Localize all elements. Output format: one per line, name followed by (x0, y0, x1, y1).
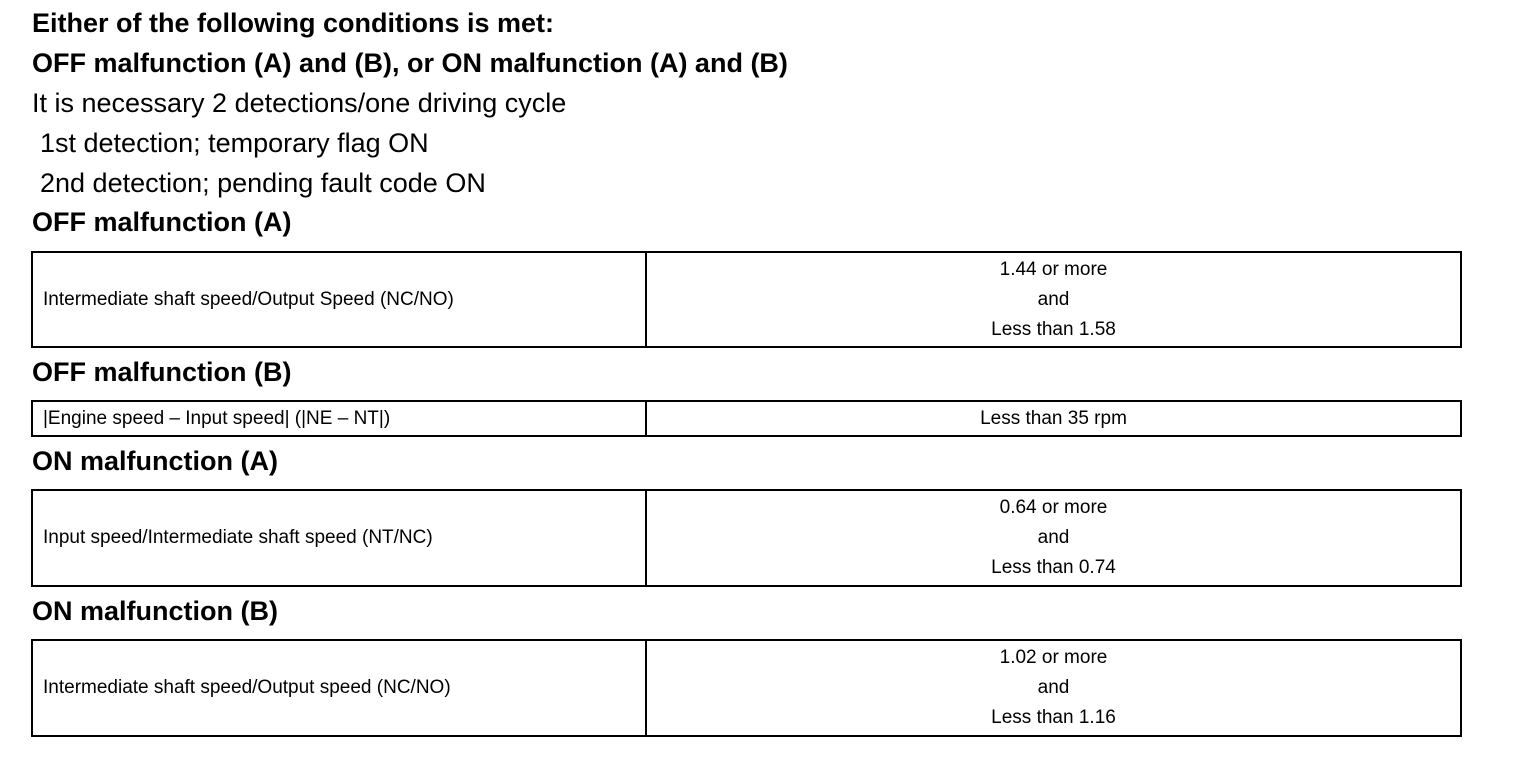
value-cell (646, 252, 1461, 347)
parameter-cell: Intermediate shaft speed/Output Speed (NC/NO) (32, 252, 646, 347)
value-line: and (1037, 527, 1070, 548)
parameter-cell: Input speed/Intermediate shaft speed (NT/NC) (32, 490, 646, 586)
value-cell (646, 640, 1461, 736)
value-line: 1.02 or more (999, 647, 1108, 668)
value-cell (646, 490, 1461, 586)
condition-table-off-a (31, 251, 1462, 348)
first-detection-note: 1st detection; temporary flag ON (40, 128, 429, 158)
second-detection-note: 2nd detection; pending fault code ON (40, 168, 486, 198)
value-line: 0.64 or more (999, 497, 1108, 518)
parameter-cell: Intermediate shaft speed/Output speed (NC/NO) (32, 640, 646, 736)
value-line: Less than 1.58 (991, 318, 1116, 340)
section-heading-off-a: OFF malfunction (A) (32, 207, 292, 237)
table-row (32, 252, 1461, 347)
value-line: Less than 1.16 (991, 707, 1116, 728)
conditions-summary: OFF malfunction (A) and (B), or ON malfunction (A) and (B) (32, 48, 788, 78)
section-heading-on-a: ON malfunction (A) (32, 446, 278, 476)
table-row (32, 640, 1461, 736)
table-row (32, 490, 1461, 586)
condition-table-on-a (31, 489, 1462, 587)
value-line: and (1037, 288, 1070, 310)
condition-table-on-b (31, 639, 1462, 737)
parameter-cell: |Engine speed – Input speed| (|NE – NT|) (32, 401, 646, 436)
section-heading-on-b: ON malfunction (B) (32, 596, 278, 626)
conditions-heading: Either of the following conditions is met: (32, 8, 554, 38)
table-row (32, 401, 1461, 436)
value-line: Less than 0.74 (991, 557, 1116, 578)
value-line: Less than 35 rpm (980, 407, 1127, 429)
value-line: and (1037, 677, 1070, 698)
section-heading-off-b: OFF malfunction (B) (32, 357, 292, 387)
value-line: 1.44 or more (999, 258, 1108, 280)
detection-requirement: It is necessary 2 detections/one driving cycle (32, 88, 567, 118)
condition-table-off-b (31, 400, 1462, 437)
value-cell (646, 401, 1461, 436)
